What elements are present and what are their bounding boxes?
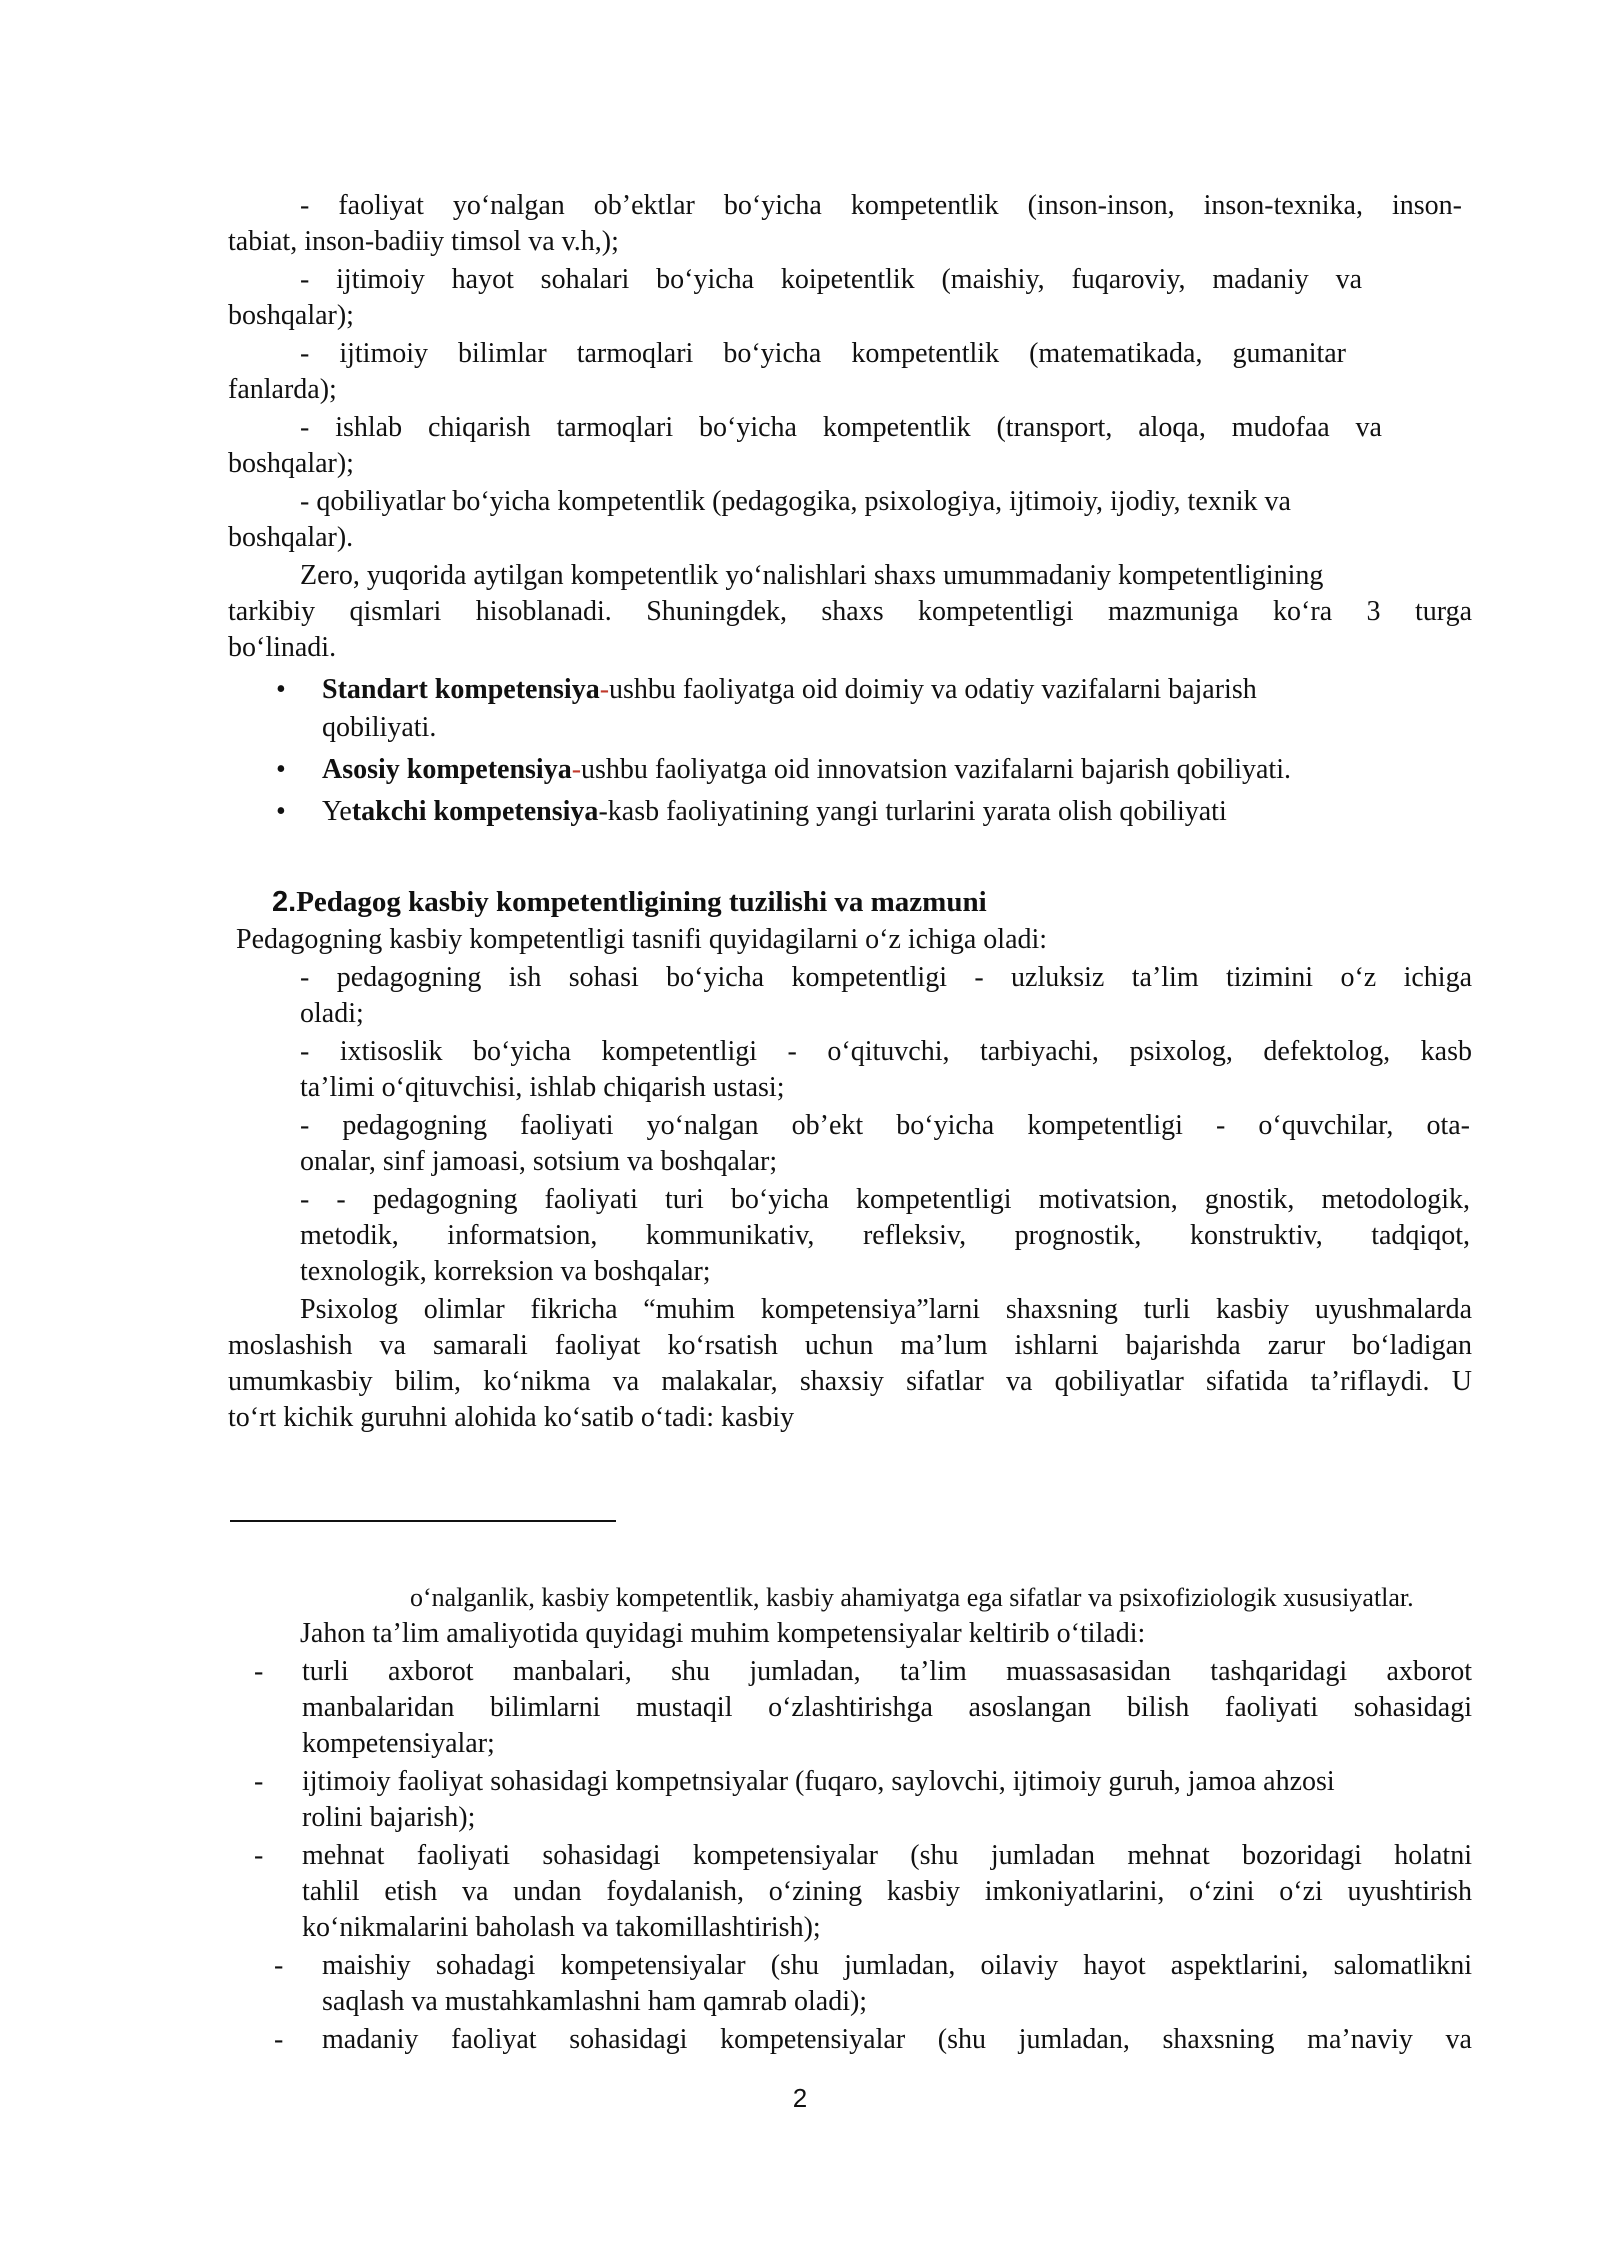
list-item-line: - ijtimoiy hayot sohalari bo‘yicha koipetentlik (maishiy, fuqaroviy, madaniy va xyxy=(300,264,1362,295)
list-item-line: boshqalar); xyxy=(228,300,354,331)
list-item-line: - qobiliyatlar bo‘yicha kompetentlik (pedagogika, psixologiya, ijtimoiy, ijodiy, texnik va xyxy=(300,486,1291,517)
list-item-line: madaniy faoliyat sohasidagi kompetensiyalar (shu jumladan, shaxsning ma’naviy va xyxy=(322,2024,1472,2055)
list-item-line: onalar, sinf jamoasi, sotsium va boshqalar; xyxy=(300,1146,778,1177)
paragraph-line: Zero, yuqorida aytilgan kompetentlik yo‘nalishlari shaxs umummadaniy kompetentligining xyxy=(300,560,1324,591)
paragraph-line: Psixolog olimlar fikricha “muhim kompetensiya”larni shaxsning turli kasbiy uyushmalarda xyxy=(300,1294,1472,1325)
list-item-line: kompetensiyalar; xyxy=(302,1728,495,1759)
intro-line: Pedagogning kasbiy kompetentligi tasnifi quyidagilarni o‘z ichiga oladi: xyxy=(236,924,1048,955)
list-item-line: manbalaridan bilimlarni mustaqil o‘zlashtirishga asoslangan bilish faoliyati sohasidagi xyxy=(302,1692,1472,1723)
bullet-prefix: Ye xyxy=(322,796,352,827)
list-item-line: saqlash va mustahkamlashni ham qamrab oladi); xyxy=(322,1986,868,2017)
bullet-term: Asosiy kompetensiya xyxy=(322,754,572,785)
list-item-line: fanlarda); xyxy=(228,374,337,405)
bullet-symbol: • xyxy=(276,796,286,827)
bullet-separator: - xyxy=(599,674,610,705)
list-dash: - xyxy=(254,1766,264,1797)
section-title: Pedagog kasbiy kompetentligining tuzilishi va mazmuni xyxy=(296,886,987,918)
bullet-item xyxy=(322,752,1291,788)
bullet-item xyxy=(322,672,1257,708)
section-number: 2. xyxy=(272,886,297,918)
list-item-line: tahlil etish va undan foydalanish, o‘zining kasbiy imkoniyatlarini, o‘zini o‘zi uyushtirish xyxy=(302,1876,1472,1907)
paragraph-line: umumkasbiy bilim, ko‘nikma va malakalar, shaxsiy sifatlar va qobiliyatlar sifatida ta’riflaydi. U xyxy=(228,1366,1472,1397)
list-dash: - xyxy=(274,1950,284,1981)
paragraph-line: moslashish va samarali faoliyat ko‘rsatish uchun ma’lum ishlarni bajarishda zarur bo‘ladigan xyxy=(228,1330,1472,1361)
section-heading xyxy=(272,884,987,920)
bullet-text: ushbu faoliyatga oid doimiy va odatiy vazifalarni bajarish xyxy=(609,674,1257,705)
list-item-line: - ishlab chiqarish tarmoqlari bo‘yicha kompetentlik (transport, aloqa, mudofaa va xyxy=(300,412,1382,443)
bullet-separator: - xyxy=(571,754,582,785)
bullet-term: takchi kompetensiya xyxy=(351,796,599,827)
bullet-item-cont: qobiliyati. xyxy=(322,712,437,743)
bullet-symbol: • xyxy=(276,754,286,785)
bullet-item xyxy=(322,794,1227,830)
list-item-line: oladi; xyxy=(300,998,364,1029)
list-dash: - xyxy=(274,2024,284,2055)
list-item-line: metodik, informatsion, kommunikativ, refleksiv, prognostik, konstruktiv, tadqiqot, xyxy=(300,1220,1470,1251)
list-dash: - xyxy=(254,1656,264,1687)
footnote-text: o‘nalganlik, kasbiy kompetentlik, kasbiy ahamiyatga ega sifatlar va psixofiziologik xususiyatlar. xyxy=(410,1583,1414,1612)
bullet-separator: - xyxy=(598,796,608,827)
bullet-term: Standart kompetensiya xyxy=(322,674,600,705)
bullet-text: ushbu faoliyatga oid innovatsion vazifalarni bajarish qobiliyati. xyxy=(581,754,1291,785)
list-item-line: - pedagogning ish sohasi bo‘yicha kompetentligi - uzluksiz ta’lim tizimini o‘z ichiga xyxy=(300,962,1472,993)
paragraph-line: tarkibiy qismlari hisoblanadi. Shuningdek, shaxs kompetentligi mazmuniga ko‘ra 3 turga xyxy=(228,596,1472,627)
page-number: 2 xyxy=(792,2083,808,2113)
list-item-line: tabiat, inson-badiiy timsol va v.h,); xyxy=(228,226,619,257)
list-item-line: mehnat faoliyati sohasidagi kompetensiyalar (shu jumladan mehnat bozoridagi holatni xyxy=(302,1840,1472,1871)
footnote-separator xyxy=(230,1520,616,1522)
paragraph-line: to‘rt kichik guruhni alohida ko‘satib o‘tadi: kasbiy xyxy=(228,1402,795,1433)
list-item-line: - ijtimoiy bilimlar tarmoqlari bo‘yicha kompetentlik (matematikada, gumanitar xyxy=(300,338,1346,369)
list-item-line: ko‘nikmalarini baholash va takomillashtirish); xyxy=(302,1912,821,1943)
list-item-line: boshqalar); xyxy=(228,448,354,479)
list-item-line: maishiy sohadagi kompetensiyalar (shu jumladan, oilaviy hayot aspektlarini, salomatlikni xyxy=(322,1950,1472,1981)
list-item-line: texnologik, korreksion va boshqalar; xyxy=(300,1256,711,1287)
list-item-line: - ixtisoslik bo‘yicha kompetentligi - o‘qituvchi, tarbiyachi, psixolog, defektolog, kasb xyxy=(300,1036,1472,1067)
list-item-line: boshqalar). xyxy=(228,522,354,553)
list-item-line: ijtimoiy faoliyat sohasidagi kompetnsiyalar (fuqaro, saylovchi, ijtimoiy guruh, jamoa ahzosi xyxy=(302,1766,1335,1797)
list-item-line: rolini bajarish); xyxy=(302,1802,476,1833)
list-item-line: ta’limi o‘qituvchisi, ishlab chiqarish ustasi; xyxy=(300,1072,785,1103)
list-dash: - xyxy=(254,1840,264,1871)
list-item-line: - pedagogning faoliyati yo‘nalgan ob’ekt bo‘yicha kompetentligi - o‘quvchilar, ota- xyxy=(300,1110,1470,1141)
list-item-line: turli axborot manbalari, shu jumladan, ta’lim muassasasidan tashqaridagi axborot xyxy=(302,1656,1472,1687)
paragraph-line: Jahon ta’lim amaliyotida quyidagi muhim kompetensiyalar keltirib o‘tiladi: xyxy=(300,1618,1146,1649)
list-item-line: - faoliyat yo‘nalgan ob’ektlar bo‘yicha kompetentlik (inson-inson, inson-texnika, inson- xyxy=(300,190,1462,221)
bullet-symbol: • xyxy=(276,674,286,705)
bullet-text: kasb faoliyatining yangi turlarini yarata olish qobiliyati xyxy=(607,796,1227,827)
paragraph-line: bo‘linadi. xyxy=(228,632,337,663)
list-item-line: - - pedagogning faoliyati turi bo‘yicha kompetentligi motivatsion, gnostik, metodologik, xyxy=(300,1184,1470,1215)
